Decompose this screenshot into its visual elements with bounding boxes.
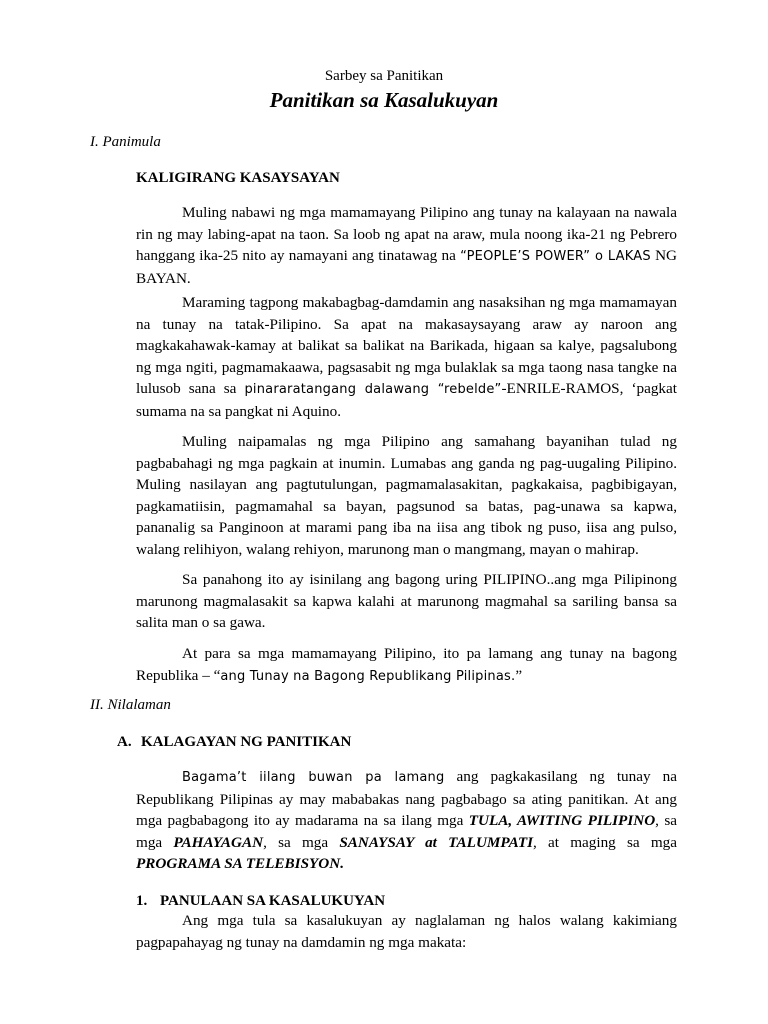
subsection-heading-kalagayan [117,734,351,751]
paragraph-1-emphasis: “PEOPLE’S POWER” o LAKAS [460,249,651,264]
emphasis-tula: TULA, AWITING PILIPINO [468,812,656,829]
paragraph-5-text: At para sa mga mamamayang Pilipino, ito pa lamang ang tunay na bagong Republika – “ [136,645,677,684]
paragraph-2 [136,292,677,422]
paragraph-kalagayan-sep2: , sa mga [263,833,340,851]
paragraph-1-end: NG BAYAN. [136,247,678,287]
subsection-number-1: 1. [136,893,148,909]
paragraph-2-end: -ENRILE-RAMOS, ‘pagkat sumama na sa pangkat ni Aquino. [136,380,677,420]
paragraph-5 [136,643,677,687]
paragraph-1 [136,202,677,289]
section-label-nilalaman: II. Nilalaman [90,697,171,713]
subsection-number-a: A. [117,734,132,750]
paragraph-3: Muling naipamalas ng mga Pilipino ang samahang bayanihan tulad ng pagbabahagi ng mga pagkain at inumin. Lumabas ang ganda ng pag-uugaling Pilipino. Muling nasilayan ang pagtutulungan, pagmamalasakitan, pagkakaisa, pagbibigayan, pagkamatiisin, pagmamahal sa bayan, pagsunod sa batas, pag-unawa sa kapwa, pananalig sa Panginoon at marami pang iba na iisa ang tibok ng puso, iisa ang pulso, walang relihiyon, walang rehiyon, marunong man o mangmang, mayan o mahirap. [136,433,677,558]
paragraph-kalagayan-text: ang pagkakasilang ng tunay na Republikang Pilipinas ay may mababakas nang pagbabago sa ating panitikan. At ang mga pagbabagong ito ay madarama na sa ilang mga [136,768,677,829]
paragraph-kalagayan-sep1: , sa mga [136,812,678,851]
emphasis-sanaysay: SANAYSAY at TALUMPATI [339,833,534,851]
paragraph-1-text: Muling nabawi ng mga mamamayang Pilipino ang tunay na kalayaan na nawala rin ng may labing-apat na taon. Sa loob ng apat na araw, mula noong ika-21 ng Pebrero hanggang ika-25 nito ay namayani ang tinatawag na [136,204,677,264]
section-heading-kasaysayan: KALIGIRANG KASAYSAYAN [136,170,340,186]
paragraph-kalagayan-lead: Bagama’t iilang buwan pa lamang [182,770,445,785]
subsection-title-a: KALAGAYAN NG PANITIKAN [141,734,352,750]
paragraph-5-end: ” [515,666,523,684]
paragraph-panulaan: Ang mga tula sa kasalukuyan ay naglalaman ng halos walang kakimiang pagpapahayag ng tunay na damdamin ng mga makata: [136,912,677,951]
document-title: Panitikan sa Kasalukuyan [269,88,499,112]
subsection-title-1: PANULAAN SA KASALUKUYAN [160,893,386,909]
emphasis-pahayagan: PAHAYAGAN [173,833,264,851]
subsection-heading-panulaan [136,893,385,910]
emphasis-programa: PROGRAMA SA TELEBISYON. [136,855,345,872]
paragraph-4: Sa panahong ito ay isinilang ang bagong uring PILIPINO..ang mga Pilipinong marunong magmalasakit sa kapwa kalahi at marunong magmahal sa sariling bansa sa salita man o sa gawa. [136,571,677,631]
paragraph-5-emphasis: ang Tunay na Bagong Republikang Pilipinas. [220,668,516,684]
paragraph-2-emphasis: pinararatangang dalawang “rebelde” [244,382,502,397]
paragraph-kalagayan [136,766,677,875]
section-label-panimula: I. Panimula [90,134,161,150]
document-kicker: Sarbey sa Panitikan [324,68,444,84]
paragraph-kalagayan-sep3: , at maging sa mga [533,833,677,851]
paragraph-2-text: Maraming tagpong makabagbag-damdamin ang nasaksihan ng mga mamamayan na tunay na tatak-Pilipino. Sa apat na makasaysayang araw ay naroon ang magkakahawak-kamay at balikat sa balikat na Barikada, higaan sa kalye, pagsalubong ng mga ngiti, pagmamakaawa, pagsasabit ng mga bulaklak sa mga taong nasa tangke na lulusob sana sa [136,294,677,397]
